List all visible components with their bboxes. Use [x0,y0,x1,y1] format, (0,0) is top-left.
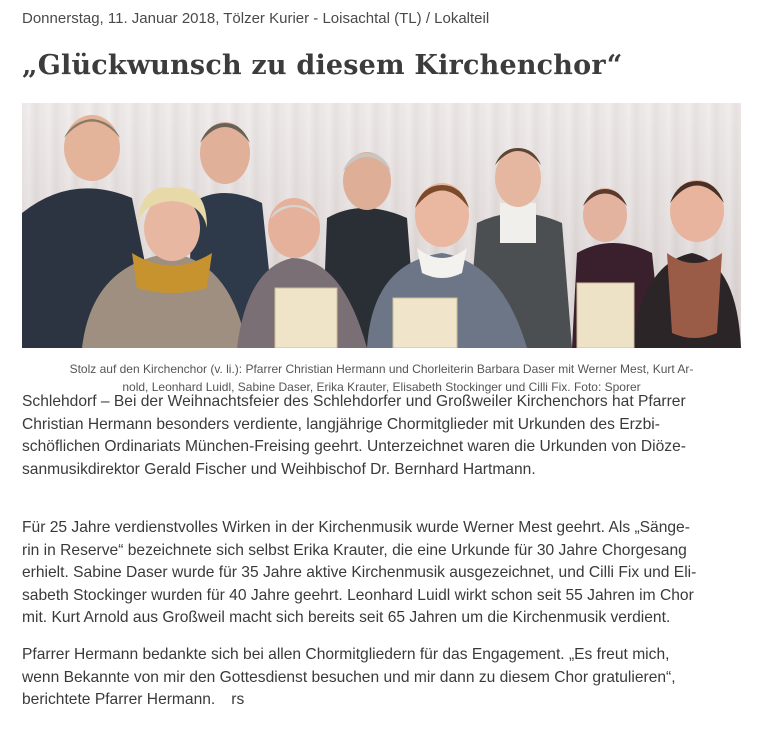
caption-line: Stolz auf den Kirchenchor (v. li.): Pfarrer Christian Hermann und Chorleiterin Barbara Daser mit Werner Mest, Kurt Ar- [69,362,694,376]
article-headline: „Glückwunsch zu diesem Kirchenchor“ [22,50,623,81]
paragraph-line: Pfarrer Hermann bedankte sich bei allen Chormitgliedern für das Engagement. „Es freut mich, [22,646,670,663]
article-paragraph-2 [22,517,747,630]
paragraph-line: schöflichen Ordinariats München-Freising geehrt. Unterzeichnet waren die Urkunden von Diöze- [22,438,686,455]
paragraph-line: wenn Bekannte von mir den Gottesdienst besuchen und mir dann zu diesem Chor gratulieren“, [22,668,676,686]
paragraph-line: erhielt. Sabine Daser wurde für 35 Jahre aktive Kirchenmusik ausgezeichnet, und Cilli Fix und Eli- [22,564,697,581]
paragraph-line: rin in Reserve“ bezeichnete sich selbst Erika Krauter, die eine Urkunde für 30 Jahre Chorgesang [22,541,687,559]
certificate-3 [577,283,634,348]
caption-line: nold, Leonhard Luidl, Sabine Daser, Erika Krauter, Elisabeth Stockinger und Cilli Fix. Foto: Sporer [122,380,641,394]
paragraph-line: sabeth Stockinger wurden für 40 Jahre geehrt. Leonhard Luidl wirkt schon seit 55 Jahren im Chor [22,586,694,604]
author-initials: rs [231,691,245,708]
paragraph-line: Christian Hermann besonders verdiente, langjährige Chormitglieder mit Urkunden des Erzbi- [22,415,660,433]
paragraph-line: Schlehdorf – Bei der Weihnachtsfeier des Schlehdorfer und Großweiler Kirchenchors hat Pfarrer [22,393,686,410]
paragraph-line: Für 25 Jahre verdienstvolles Wirken in der Kirchenmusik wurde Werner Mest geehrt. Als „Sänge- [22,519,690,536]
paragraph-line-final [22,689,747,712]
paragraph-line: mit. Kurt Arnold aus Großweil macht sich bereits seit 65 Jahren um die Kirchenmusik verdient. [22,609,671,626]
article-paragraph-3 [22,644,747,712]
group-photo-illustration [22,103,741,348]
certificate-2 [393,298,457,348]
article-paragraph-1 [22,391,747,481]
paragraph-line: berichtete Pfarrer Hermann. [22,691,216,708]
article-photo [22,103,741,348]
certificate-1 [275,288,337,348]
paragraph-line: sanmusikdirektor Gerald Fischer und Weihbischof Dr. Bernhard Hartmann. [22,460,536,478]
article-dateline: Donnerstag, 11. Januar 2018, Tölzer Kurier - Loisachtal (TL) / Lokalteil [22,10,490,27]
